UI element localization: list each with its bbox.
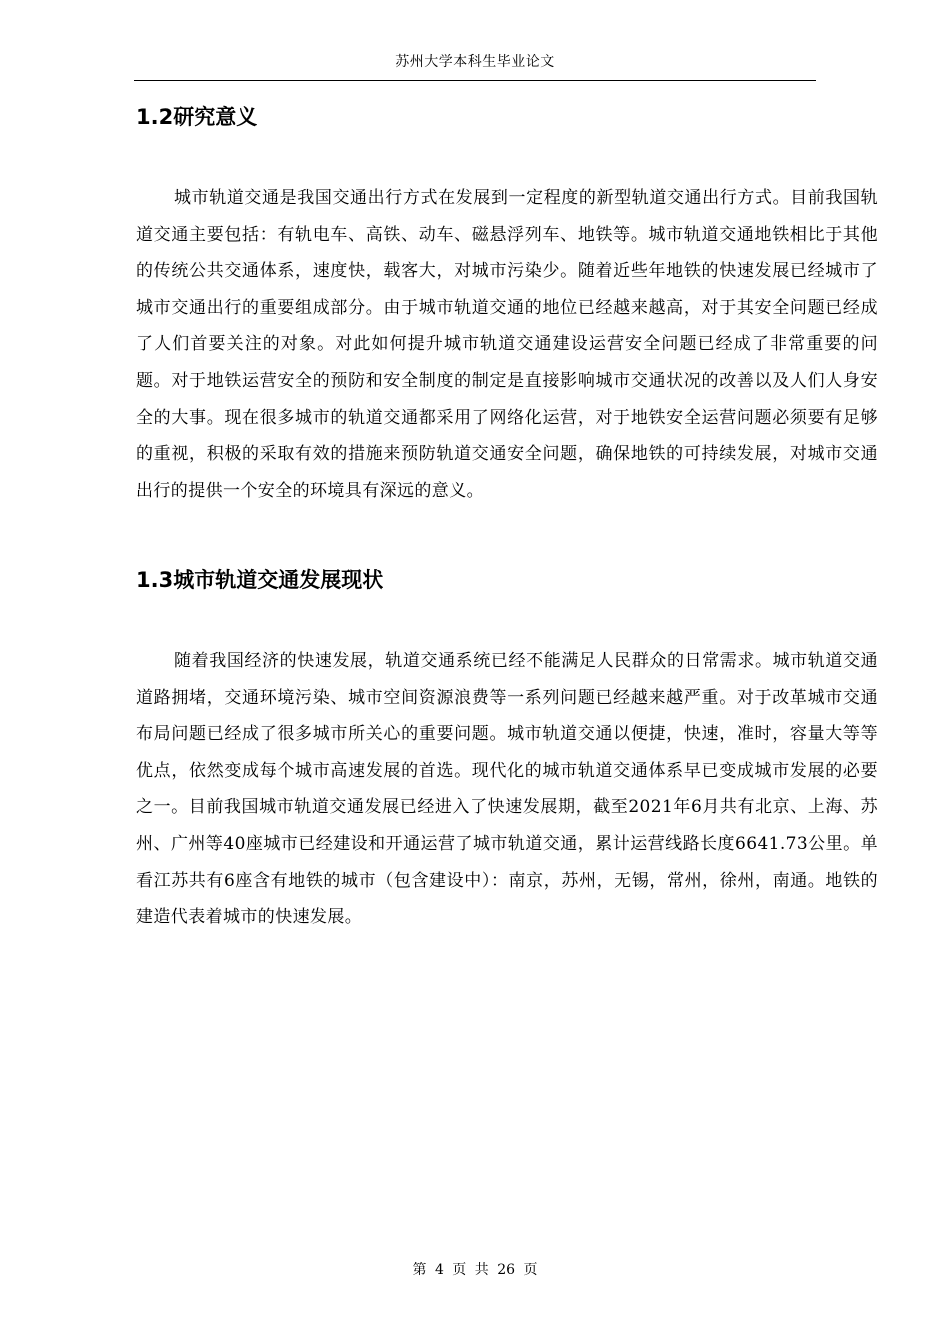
- body-paragraph-1-3: 随着我国经济的快速发展，轨道交通系统已经不能满足人民群众的日常需求。城市轨道交通道路拥堵，交通环境污染、城市空间资源浪费等一系列问题已经越来越严重。对于改革城市交通布局问题已经成了很多城市所关心的重要问题。城市轨道交通以便捷，快速，准时，容量大等等优点，依然变成每个城市高速发展的首选。现代化的城市轨道交通体系早已变成城市发展的必要之一。目前我国城市轨道交通发展已经进入了快速发展期，截至2021年6月共有北京、上海、苏州、广州等40座城市已经建设和开通运营了城市轨道交通，累计运营线路长度6641.73公里。单看江苏共有6座含有地铁的城市（包含建设中）：南京，苏州，无锡，常州，徐州，南通。地铁的建造代表着城市的快速发展。: [136, 651, 878, 928]
- body-paragraph-1-2: 城市轨道交通是我国交通出行方式在发展到一定程度的新型轨道交通出行方式。目前我国轨道交通主要包括：有轨电车、高铁、动车、磁悬浮列车、地铁等。城市轨道交通地铁相比于其他的传统公共交通体系，速度快，载客大，对城市污染少。随着近些年地铁的快速发展已经城市了城市交通出行的重要组成部分。由于城市轨道交通的地位已经越来越高，对于其安全问题已经成了人们首要关注的对象。对此如何提升城市轨道交通建设运营安全问题已经成了非常重要的问题。对于地铁运营安全的预防和安全制度的制定是直接影响城市交通状况的改善以及人们人身安全的大事。现在很多城市的轨道交通都采用了网络化运营，对于地铁安全运营问题必须要有足够的重视，积极的采取有效的措施来预防轨道交通安全问题，确保地铁的可持续发展，对城市交通出行的提供一个安全的环境具有深远的意义。: [136, 188, 878, 501]
- header-rule: [134, 80, 816, 81]
- section-heading-1-3: 1.3城市轨道交通发展现状: [136, 568, 384, 592]
- section-heading-1-2: 1.2研究意义: [136, 105, 258, 129]
- running-header: 苏州大学本科生毕业论文: [395, 54, 555, 70]
- page-number-footer: 第 4 页 共 26 页: [412, 1262, 538, 1278]
